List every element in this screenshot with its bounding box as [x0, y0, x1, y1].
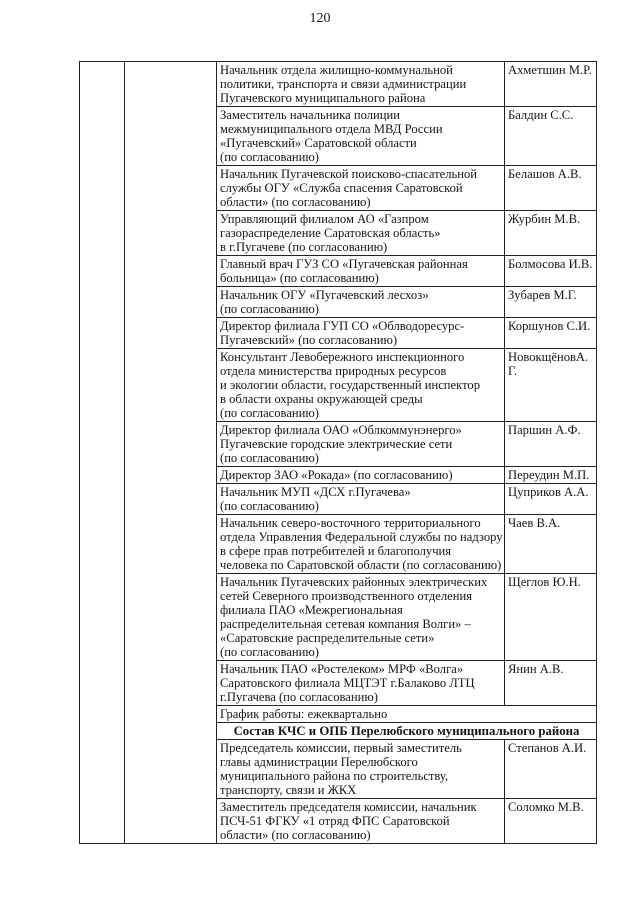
- position-line: Начальник Пугачевских районных электрических: [220, 575, 488, 589]
- position-line: Саратовского филиала МЦТЭТ г.Балаково ЛТЦ: [220, 676, 475, 690]
- member-name: Переудин М.П.: [505, 467, 597, 484]
- position-line: (по согласованию): [220, 499, 320, 513]
- blank-column-1: [80, 62, 125, 844]
- position-line: (по согласованию): [220, 150, 320, 164]
- position-line: Пугачевские городские электрические сети: [220, 437, 453, 451]
- position-line: Заместитель председателя комиссии, начальник: [220, 800, 477, 814]
- position-line: отдела министерства природных ресурсов: [220, 364, 447, 378]
- position-line: Начальник отдела жилищно-коммунальной: [220, 63, 453, 77]
- position-line: области» (по согласованию): [220, 828, 371, 842]
- position-line: отдела Управления Федеральной службы по надзору: [220, 530, 503, 544]
- position-line: Главный врач ГУЗ СО «Пугачевская районная: [220, 257, 468, 271]
- position-line: Директор ЗАО «Рокада» (по согласованию): [220, 468, 453, 482]
- position-line: Начальник ПАО «Ростелеком» МРФ «Волга»: [220, 662, 464, 676]
- position-line: Управляющий филиалом АО «Газпром: [220, 212, 429, 226]
- position-line: «Пугачевский» Саратовской области: [220, 136, 417, 150]
- position-line: области» (по согласованию): [220, 195, 371, 209]
- page-number: 120: [309, 11, 331, 26]
- position-line: Пугачевский» (по согласованию): [220, 333, 398, 347]
- member-name: Янин А.В.: [505, 661, 597, 706]
- member-position: [217, 422, 505, 467]
- position-line: г.Пугачева (по согласованию): [220, 690, 378, 704]
- position-line: Директор филиала ГУП СО «Облводоресурс-: [220, 319, 465, 333]
- position-line: (по согласованию): [220, 302, 320, 316]
- member-name: Зубарев М.Г.: [505, 287, 597, 318]
- member-position: [217, 107, 505, 166]
- position-line: главы администрации Перелюбского: [220, 755, 418, 769]
- member-name: Цуприков А.А.: [505, 484, 597, 515]
- member-name: Коршунов С.И.: [505, 318, 597, 349]
- position-line: Директор филиала ОАО «Облкоммунэнерго»: [220, 423, 462, 437]
- member-position: [217, 287, 505, 318]
- schedule-text: График работы: ежеквартально: [217, 706, 597, 723]
- member-name: Щеглов Ю.Н.: [505, 574, 597, 661]
- member-name: НовокщёновА.Г.: [505, 349, 597, 422]
- position-line: сетей Северного производственного отделения: [220, 589, 473, 603]
- member-position: [217, 799, 505, 844]
- position-line: распределительная сетевая компания Волги» –: [220, 617, 471, 631]
- position-line: Председатель комиссии, первый заместитель: [220, 741, 462, 755]
- position-line: Начальник северо-восточного территориального: [220, 516, 481, 530]
- member-position: [217, 211, 505, 256]
- member-name: Паршин А.Ф.: [505, 422, 597, 467]
- blank-column-2: [125, 62, 217, 844]
- member-position: [217, 62, 505, 107]
- position-line: Начальник МУП «ДСХ г.Пугачева»: [220, 485, 411, 499]
- position-line: Консультант Левобережного инспекционного: [220, 350, 465, 364]
- position-line: и экологии области, государственный инспектор: [220, 378, 481, 392]
- commission-table-body: [80, 62, 597, 844]
- member-position: [217, 318, 505, 349]
- position-line: больница» (по согласованию): [220, 271, 379, 285]
- member-position: [217, 484, 505, 515]
- position-line: Начальник Пугачевской поисково-спасательной: [220, 167, 477, 181]
- member-name: Чаев В.А.: [505, 515, 597, 574]
- member-position: [217, 256, 505, 287]
- member-position: [217, 515, 505, 574]
- member-position: [217, 166, 505, 211]
- member-name: Болмосова И.В.: [505, 256, 597, 287]
- member-name: Балдин С.С.: [505, 107, 597, 166]
- position-line: филиала ПАО «Межрегиональная: [220, 603, 403, 617]
- position-line: ПСЧ-51 ФГКУ «1 отряд ФПС Саратовской: [220, 814, 450, 828]
- position-line: Заместитель начальника полиции: [220, 108, 401, 122]
- member-position: [217, 349, 505, 422]
- section-heading: Состав КЧС и ОПБ Перелюбского муниципального района: [217, 723, 597, 740]
- position-line: муниципального района по строительству,: [220, 769, 449, 783]
- position-line: (по согласованию): [220, 451, 320, 465]
- member-position: [217, 467, 505, 484]
- position-line: Пугачевского муниципального района: [220, 91, 426, 105]
- position-line: в сфере прав потребителей и благополучия: [220, 544, 452, 558]
- member-position: [217, 661, 505, 706]
- position-line: Начальник ОГУ «Пугачевский лесхоз»: [220, 288, 429, 302]
- position-line: службы ОГУ «Служба спасения Саратовской: [220, 181, 463, 195]
- position-line: транспорту, связи и ЖКХ: [220, 783, 357, 797]
- member-position: [217, 574, 505, 661]
- commission-table: [79, 61, 597, 844]
- member-name: Белашов А.В.: [505, 166, 597, 211]
- position-line: политики, транспорта и связи администрации: [220, 77, 467, 91]
- member-name: Журбин М.В.: [505, 211, 597, 256]
- member-name: Степанов А.И.: [505, 740, 597, 799]
- member-name: Ахметшин М.Р.: [505, 62, 597, 107]
- position-line: в г.Пугачеве (по согласованию): [220, 240, 388, 254]
- position-line: в области охраны окружающей среды: [220, 392, 423, 406]
- member-row: [80, 62, 597, 107]
- position-line: (по согласованию): [220, 645, 320, 659]
- position-line: межмуниципального отдела МВД России: [220, 122, 443, 136]
- position-line: человека по Саратовской области (по согласованию): [220, 558, 502, 572]
- position-line: газораспределение Саратовская область»: [220, 226, 441, 240]
- position-line: «Саратовские распределительные сети»: [220, 631, 435, 645]
- position-line: (по согласованию): [220, 406, 320, 420]
- member-name: Соломко М.В.: [505, 799, 597, 844]
- member-position: [217, 740, 505, 799]
